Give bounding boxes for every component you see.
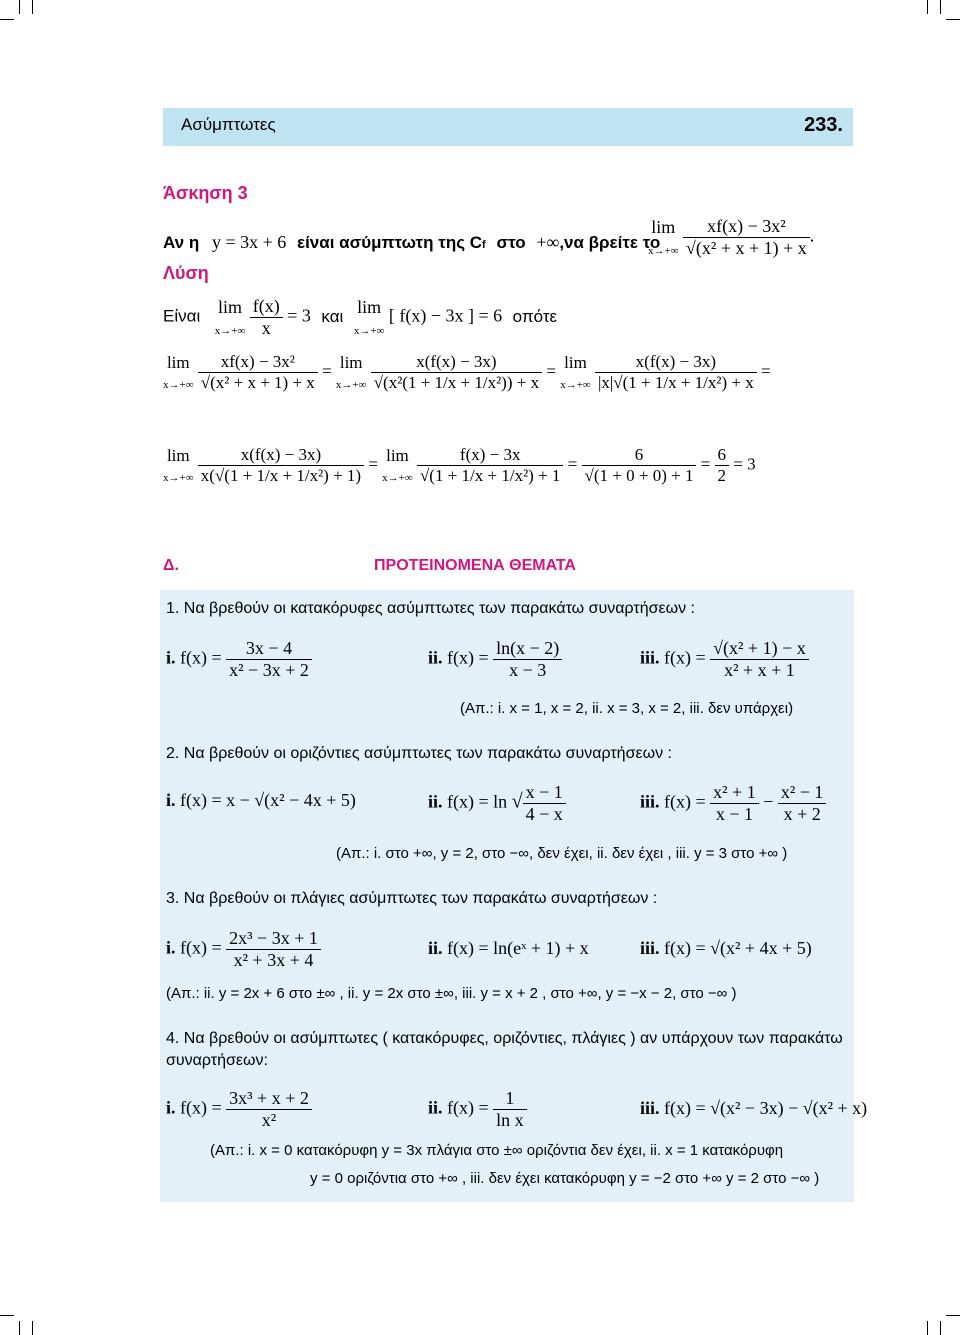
problem-2-item-i: i. f(x) = x − √(x² − 4x + 5)	[166, 790, 356, 810]
problem-4-item-iii: iii. f(x) = √(x² − 3x) − √(x² + x)	[640, 1098, 868, 1118]
line1-so: οπότε	[512, 306, 558, 326]
problem-1-item-ii: ii. f(x) = $\frac{\ln(x - 2)}{x - 3}$	[428, 638, 562, 681]
solution-line-1: Είναι lim x→+∞ $\frac{f(x)}{x}$ = 3 και lim x→+∞ [ f(x) − 3x ] = 6 οπότε	[163, 296, 558, 338]
statement-suffix: ,να βρείτε το	[559, 233, 661, 252]
problem-1-item-iii: iii. f(x) = $\frac{\text{√(x² + 1) − x}}{\text{x² + x + 1}}$	[640, 638, 809, 681]
crop-mark	[0, 19, 14, 20]
solution-line-2: lim x→+∞ $\frac{\text{xf(x) − 3x²}}{\text{√(x² + x + 1) + x}}$ = lim x→+∞ $\frac{x(f(x) - 3x)}{\text{√(x²(1 + 1/x + 1/x²)) + x}}$ = lim x→+∞ $\frac{x(f(x) - 3x)}{\text{|x|√(1 + 1/x + 1/x²) + x}}$ =	[163, 352, 771, 392]
exercise-heading: Άσκηση 3	[163, 183, 248, 203]
header-title: Ασύμπτωτες	[181, 115, 276, 134]
statement-inf: +∞	[536, 232, 560, 252]
statement-sub: f	[482, 239, 486, 251]
problem-3-item-iii: iii. f(x) = √(x² + 4x + 5)	[640, 938, 812, 958]
crop-mark	[946, 1315, 960, 1316]
page-header	[163, 108, 853, 146]
crop-mark	[927, 0, 928, 14]
section-title: ΠΡΟΤΕΙΝΟΜΕΝΑ ΘΕΜΑΤΑ	[374, 557, 576, 574]
line1-and: και	[321, 306, 344, 326]
problem-4-text: 4. Να βρεθούν οι ασύμπτωτες ( κατακόρυφες, οριζόντιες, πλάγιες ) αν υπάρχουν των παρακάτω	[166, 1030, 843, 1047]
crop-mark	[940, 1321, 941, 1335]
problem-3-answer: (Απ.: ii. y = 2x + 6 στο ±∞ , ii. y = 2x στο ±∞, iii. y = x + 2 , στο +∞, y = −x − 2, στο −∞ )	[166, 985, 737, 1002]
problem-4-answer-2: y = 0 οριζόντια στο +∞ , iii. δεν έχει κατακόρυφη y = −2 στο +∞ y = 2 στο −∞ )	[310, 1170, 820, 1187]
problem-2-text: 2. Να βρεθούν οι οριζόντιες ασύμπτωτες των παρακάτω συναρτήσεων :	[166, 745, 672, 762]
problem-2-item-ii: ii. f(x) = ln √ $\frac{x - 1}{4 - x}$	[428, 782, 566, 825]
crop-mark	[940, 0, 941, 14]
solution-line-3: lim x→+∞ $\frac{x(f(x) - 3x)}{\text{x(√(1 + 1/x + 1/x²) + 1)}}$ = lim x→+∞ $\frac{f(x) - 3x}{\text{√(1 + 1/x + 1/x²) + 1}}$ = $\frac{6}{√(1 + 0 + 0) + 1}$ = $\frac{6}{2}$ = 3	[163, 445, 756, 485]
problem-3-item-i: i. f(x) = $\frac{\text{2x³ − 3x + 1}}{\text{x² + 3x + 4}}$	[166, 928, 321, 971]
section-letter: Δ.	[163, 557, 179, 574]
crop-mark	[32, 1321, 33, 1335]
solution-heading: Λύση	[163, 263, 209, 283]
problem-4-item-i: i. f(x) = $\frac{\text{3x³ + x + 2}}{\text{x²}}$	[166, 1088, 312, 1131]
page-number: 233.	[804, 114, 843, 136]
statement-at: στο	[496, 233, 526, 252]
crop-mark	[19, 1321, 20, 1335]
problem-3-text: 3. Να βρεθούν οι πλάγιες ασύμπτωτες των παρακάτω συναρτήσεων :	[166, 890, 658, 907]
line1-prefix: Είναι	[163, 306, 201, 326]
problem-4-answer: (Απ.: i. x = 0 κατακόρυφη y = 3x πλάγια στο ±∞ οριζόντια δεν έχει, ii. x = 1 κατακόρυφη	[210, 1142, 784, 1159]
exercises-box	[160, 590, 868, 1202]
problem-3-item-ii: ii. f(x) = ln(eˣ + 1) + x	[428, 938, 589, 958]
crop-mark	[0, 1315, 14, 1316]
problem-2-item-iii: iii. f(x) = $\frac{\text{x² + 1}}{x - 1}$ − $\frac{\text{x² − 1}}{x + 2}$	[640, 782, 826, 825]
problem-1-answer: (Απ.: i. x = 1, x = 2, ii. x = 3, x = 2, iii. δεν υπάρχει)	[460, 700, 794, 717]
crop-mark	[946, 19, 960, 20]
statement-prefix: Αν η	[163, 233, 200, 252]
asymptote-eq: y = 3x + 6	[211, 232, 287, 252]
problem-1-item-i: i. f(x) = $\frac{3x - 4}{\text{x² − 3x + 2}}$	[166, 638, 312, 681]
crop-mark	[19, 0, 20, 14]
problem-2-answer: (Απ.: i. στο +∞, y = 2, στο −∞, δεν έχει, ii. δεν έχει , iii. y = 3 στο +∞ )	[336, 845, 788, 862]
statement-middle: είναι ασύμπτωτη της C	[297, 233, 483, 252]
crop-mark	[32, 0, 33, 14]
problem-4-item-ii: ii. f(x) = $\frac{1}{\text{ln x}}$	[428, 1088, 527, 1131]
problem-4-text-2: συναρτήσεων:	[166, 1052, 268, 1069]
crop-mark	[927, 1321, 928, 1335]
exercise-statement	[163, 232, 660, 253]
limit-expression: lim x→+∞ $\frac{\text{xf(x) − 3x²}}{\text{√(x² + x + 1) + x}}$ .	[648, 216, 815, 258]
problem-1-text: 1. Να βρεθούν οι κατακόρυφες ασύμπτωτες των παρακάτω συναρτήσεων :	[166, 600, 695, 617]
